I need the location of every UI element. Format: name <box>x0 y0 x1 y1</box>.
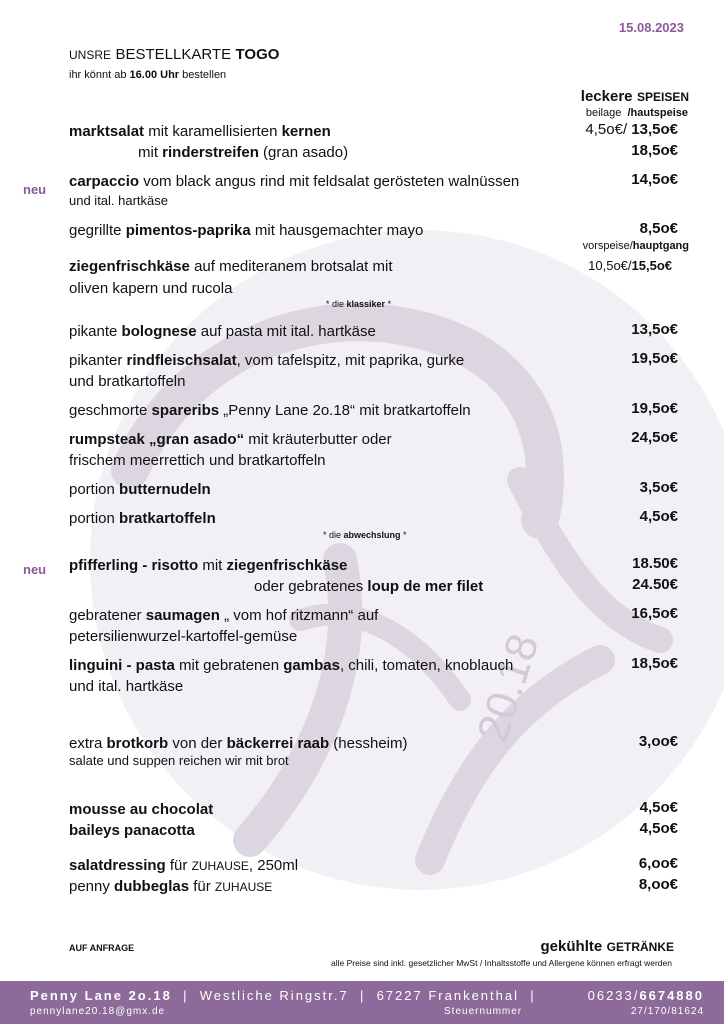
price-carpaccio: 14,5o€ <box>631 171 678 188</box>
price-risotto: 18.50€ <box>632 555 678 572</box>
price-spareribs: 19,5o€ <box>631 400 678 417</box>
column-subheader-vorspeise: vorspeise/hauptgang <box>582 240 689 252</box>
item-risotto: pfifferling - risotto mit ziegenfrischkäse <box>69 557 348 574</box>
price-rinderstreifen: 18,5o€ <box>631 142 678 159</box>
section-abwechslung: * die abwechslung * <box>323 530 407 540</box>
footer-address: Penny Lane 2o.18 | Westliche Ringstr.7 | 67227 Frankenthal | <box>30 988 536 1003</box>
item-rindfleischsalat: pikanter rindfleischsalat, vom tafelspitz, mit paprika, gurke <box>69 352 465 369</box>
price-brotkorb: 3,oo€ <box>638 733 678 750</box>
item-dubbeglas: penny dubbeglas für ZUHAUSE <box>69 878 273 895</box>
price-bratkartoffeln: 4,5o€ <box>639 508 678 525</box>
item-rumpsteak-line2: frischem meerrettich und bratkartoffeln <box>69 452 326 469</box>
watermark-text: 20.18 <box>467 628 549 749</box>
page-title: UNSRE BESTELLKARTE TOGO <box>69 46 280 63</box>
gekuehlte-getraenke: gekühlte GETRÄNKE <box>540 938 674 955</box>
date: 15.08.2023 <box>618 20 684 35</box>
price-note: alle Preise sind inkl. gesetzlicher MwSt / Inhaltsstoffe und Allergene können erfragt werden <box>331 958 672 968</box>
footer-phone: 06233/6674880 <box>587 988 704 1003</box>
item-carpaccio: carpaccio vom black angus rind mit feldsalat gerösteten walnüssen <box>69 173 520 190</box>
price-bolognese: 13,5o€ <box>631 321 678 338</box>
item-rinderstreifen: mit rinderstreifen (gran asado) <box>138 144 349 161</box>
auf-anfrage: AUF ANFRAGE <box>69 943 135 953</box>
section-klassiker: * die klassiker * <box>326 299 392 309</box>
item-saumagen: gebratener saumagen „ vom hof ritzmann“ auf <box>69 607 379 624</box>
footer-email: pennylane20.18@gmx.de <box>30 1006 166 1017</box>
footer-steuer-label: Steuernummer <box>444 1006 523 1017</box>
price-saumagen: 16,5o€ <box>631 605 678 622</box>
price-butternudeln: 3,5o€ <box>639 479 678 496</box>
item-carpaccio-line2: und ital. hartkäse <box>69 193 169 208</box>
price-dubbeglas: 8,oo€ <box>638 876 678 893</box>
price-rumpsteak: 24,5o€ <box>631 429 678 446</box>
price-marktsalat: 4,5o€/ 13,5o€ <box>585 121 678 138</box>
item-ziegenfrischkaese: ziegenfrischkäse auf mediteranem brotsalat mit <box>69 258 393 275</box>
item-linguini: linguini - pasta mit gebratenen gambas, chili, tomaten, knoblauch <box>69 657 514 674</box>
item-rindfleischsalat-line2: und bratkartoffeln <box>69 373 186 390</box>
item-rumpsteak: rumpsteak „gran asado“ mit kräuterbutter oder <box>69 431 392 448</box>
item-linguini-line2: und ital. hartkäse <box>69 678 184 695</box>
item-spareribs: geschmorte spareribs „Penny Lane 2o.18“ mit bratkartoffeln <box>69 402 471 419</box>
item-bolognese: pikante bolognese auf pasta mit ital. hartkäse <box>69 323 376 340</box>
column-header: leckere SPEISEN <box>580 88 689 105</box>
neu-badge: neu <box>23 182 47 197</box>
price-linguini: 18,5o€ <box>631 655 678 672</box>
item-bratkartoffeln: portion bratkartoffeln <box>69 510 216 527</box>
price-panacotta: 4,5o€ <box>639 820 678 837</box>
item-mousse: mousse au chocolat <box>69 801 214 818</box>
item-loup: oder gebratenes loup de mer filet <box>254 578 484 595</box>
item-salatdressing: salatdressing für ZUHAUSE, 250ml <box>69 857 299 874</box>
column-subheader: beilage /hautspeise <box>585 107 688 119</box>
item-saumagen-line2: petersilienwurzel-kartoffel-gemüse <box>69 628 298 645</box>
price-mousse: 4,5o€ <box>639 799 678 816</box>
item-butternudeln: portion butternudeln <box>69 481 211 498</box>
item-brotkorb: extra brotkorb von der bäckerrei raab (hessheim) <box>69 735 408 752</box>
footer-bar <box>0 981 724 1024</box>
footer-steuer-nr: 27/170/81624 <box>630 1006 704 1017</box>
item-ziegenfrischkaese-line2: oliven kapern und rucola <box>69 280 233 297</box>
item-brotkorb-line2: salate und suppen reichen wir mit brot <box>69 753 289 768</box>
price-salatdressing: 6,oo€ <box>638 855 678 872</box>
order-info: ihr könnt ab 16.00 Uhr bestellen <box>69 69 227 81</box>
price-ziegenfrischkaese: 10,5o€/15,5o€ <box>588 258 672 273</box>
item-pimentos: gegrillte pimentos-paprika mit hausgemachter mayo <box>69 222 424 239</box>
price-loup: 24.50€ <box>632 576 678 593</box>
item-panacotta: baileys panacotta <box>69 822 195 839</box>
price-pimentos: 8,5o€ <box>639 220 678 237</box>
price-rindfleischsalat: 19,5o€ <box>631 350 678 367</box>
neu-badge: neu <box>23 562 47 577</box>
item-marktsalat: marktsalat mit karamellisierten kernen <box>69 123 331 140</box>
